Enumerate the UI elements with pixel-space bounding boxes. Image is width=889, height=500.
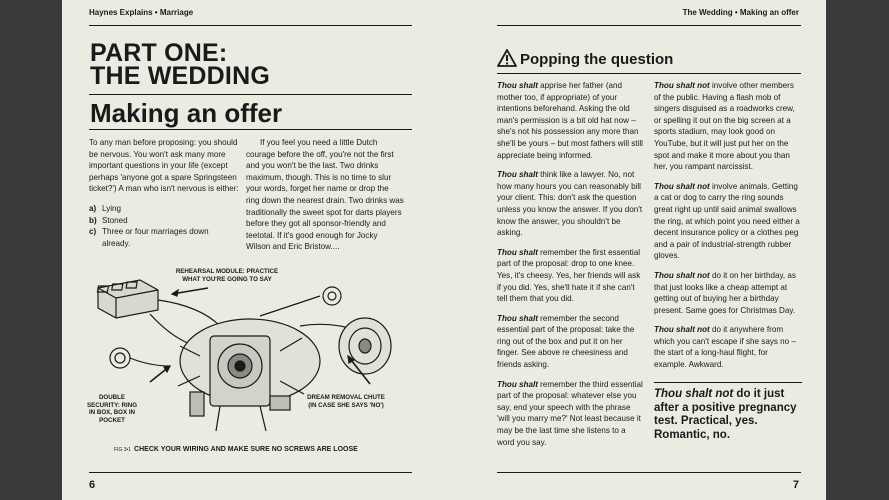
page-number-right: 7 bbox=[792, 479, 799, 491]
rule-paragraph: Thou shalt remember the third essential part of the proposal: whatever else you say, end your speech with the phrase 'will you marry me?' Not least because it may be the last time she listens to a word you say. bbox=[497, 379, 643, 447]
part-title-line1: PART ONE: bbox=[90, 39, 228, 67]
rule-paragraph: Thou shalt remember the second essential part of the proposal: take the ring out of the box and put it on her finger. See above re cheesiness and friends asking. bbox=[497, 313, 635, 370]
ring-box-icon bbox=[110, 348, 170, 368]
header-rule-left bbox=[89, 25, 412, 26]
rule-paragraph: Thou shalt think like a lawyer. No, not how many hours you can reasonably bill your client. This: don't ask the question unless you know the answer. If you don't know the answer, you shouldn't be asking. bbox=[497, 170, 643, 238]
rule-paragraph: Thou shalt not do it anywhere from which you can't escape if she says no – the start of a long-haul flight, for example. Awkward. bbox=[654, 325, 796, 370]
dutch-courage-paragraph: If you feel you need a little Dutch courage before the off, you're not the first and you won't be the last. Two drinks maximum, though. This is no time to slur your words, forget her name or drop the ring down the nearest drain. Two drinks was traditionally the sweet spot for darts players before they got all sponsor-friendly and teetotal. If it's good enough for Jocky Wilson and Eric Bristow.... bbox=[246, 138, 404, 252]
rule-paragraph: Thou shalt not do it on her birthday, as that just looks like a cheap attempt at getting out of buying her a birthday present. Same goes for Christmas Day. bbox=[654, 270, 796, 315]
title-rule bbox=[89, 94, 412, 95]
label-double-security: DOUBLE SECURITY: RING IN BOX, BOX IN POCKET bbox=[86, 394, 138, 424]
list-item: c) Three or four marriages down already. bbox=[89, 227, 209, 248]
page-number-left: 6 bbox=[89, 479, 96, 491]
label-rehearsal-module: REHEARSAL MODULE: PRACTICE WHAT YOU'RE GOING TO SAY bbox=[175, 268, 279, 283]
header-rule-right bbox=[497, 25, 801, 26]
rule-paragraph: Thou shalt remember the first essential part of the proposal: drop to one knee. Yes, it's cheesy. Yes, her friends will ask if you did. Yes, she'll hate it if she can't tell them that you did. bbox=[497, 247, 641, 304]
right-column-1 bbox=[497, 80, 645, 456]
rule-paragraph: Thou shalt not involve animals. Getting a cat or dog to carry the ring sounds great right up until said animal swallows the ring, at which point you need either a decent insurance policy or a clothes peg and a pair of industrial-strength rubber gloves. bbox=[654, 181, 800, 261]
figure-number: FIG 3•1 bbox=[114, 447, 132, 453]
part-title-line2: THE WEDDING bbox=[90, 62, 270, 90]
left-column-2 bbox=[246, 137, 404, 261]
ring-icon bbox=[323, 287, 341, 305]
engine-body-icon bbox=[178, 319, 320, 431]
pull-quote: Thou shalt not do it just after a positive pregnancy test. Practical, yes. Romantic, no. bbox=[654, 388, 797, 441]
rule-paragraph: Thou shalt apprise her father (and mother too, if appropriate) of your intentions beforehand. Asking the old man's permission is a bit old hat now – she's not his possession any more than she'll be yours – but most fathers will still appreciate being informed. bbox=[497, 81, 643, 160]
list-item: a) Lying bbox=[89, 203, 122, 213]
callout-rule bbox=[654, 382, 802, 383]
list-item: b) Stoned bbox=[89, 215, 128, 225]
subtitle-rule bbox=[89, 129, 412, 130]
right-column-2 bbox=[654, 80, 802, 379]
section-title: Popping the question bbox=[520, 51, 674, 68]
book-spread bbox=[62, 0, 826, 500]
warning-triangle-icon bbox=[497, 49, 517, 67]
figure-caption: FIG 3•1 CHECK YOUR WIRING AND MAKE SURE NO SCREWS ARE LOOSE bbox=[114, 446, 358, 453]
footer-rule-right bbox=[497, 472, 801, 473]
page-subtitle: Making an offer bbox=[90, 98, 283, 128]
rule-paragraph: Thou shalt not involve other members of the public. Having a flash mob of singers disguised as a roadworks crew, or spelling it out on the big screen at a sports stadium, may look good on YouTube, but it will just put her on the spot and make it more about you than her, you rampant narcissist. bbox=[654, 81, 795, 172]
nervous-list bbox=[89, 203, 239, 249]
rehearsal-module-icon bbox=[97, 280, 158, 318]
left-column-1 bbox=[89, 137, 239, 249]
intro-paragraph: To any man before proposing: you should be nervous. You won't ask many more important questions in your life (except perhaps 'anyone got a spare Springsteen ticket?') A man who isn't nervous is either: bbox=[89, 138, 239, 194]
part-title bbox=[90, 39, 270, 90]
running-header-right: The Wedding • Making an offer bbox=[682, 8, 799, 17]
label-dream-chute: DREAM REMOVAL CHUTE (IN CASE SHE SAYS 'NO') bbox=[307, 394, 385, 409]
section-rule bbox=[497, 73, 801, 74]
chute-icon bbox=[339, 318, 391, 374]
running-header-left: Haynes Explains • Marriage bbox=[89, 8, 194, 17]
footer-rule-left bbox=[89, 472, 412, 473]
